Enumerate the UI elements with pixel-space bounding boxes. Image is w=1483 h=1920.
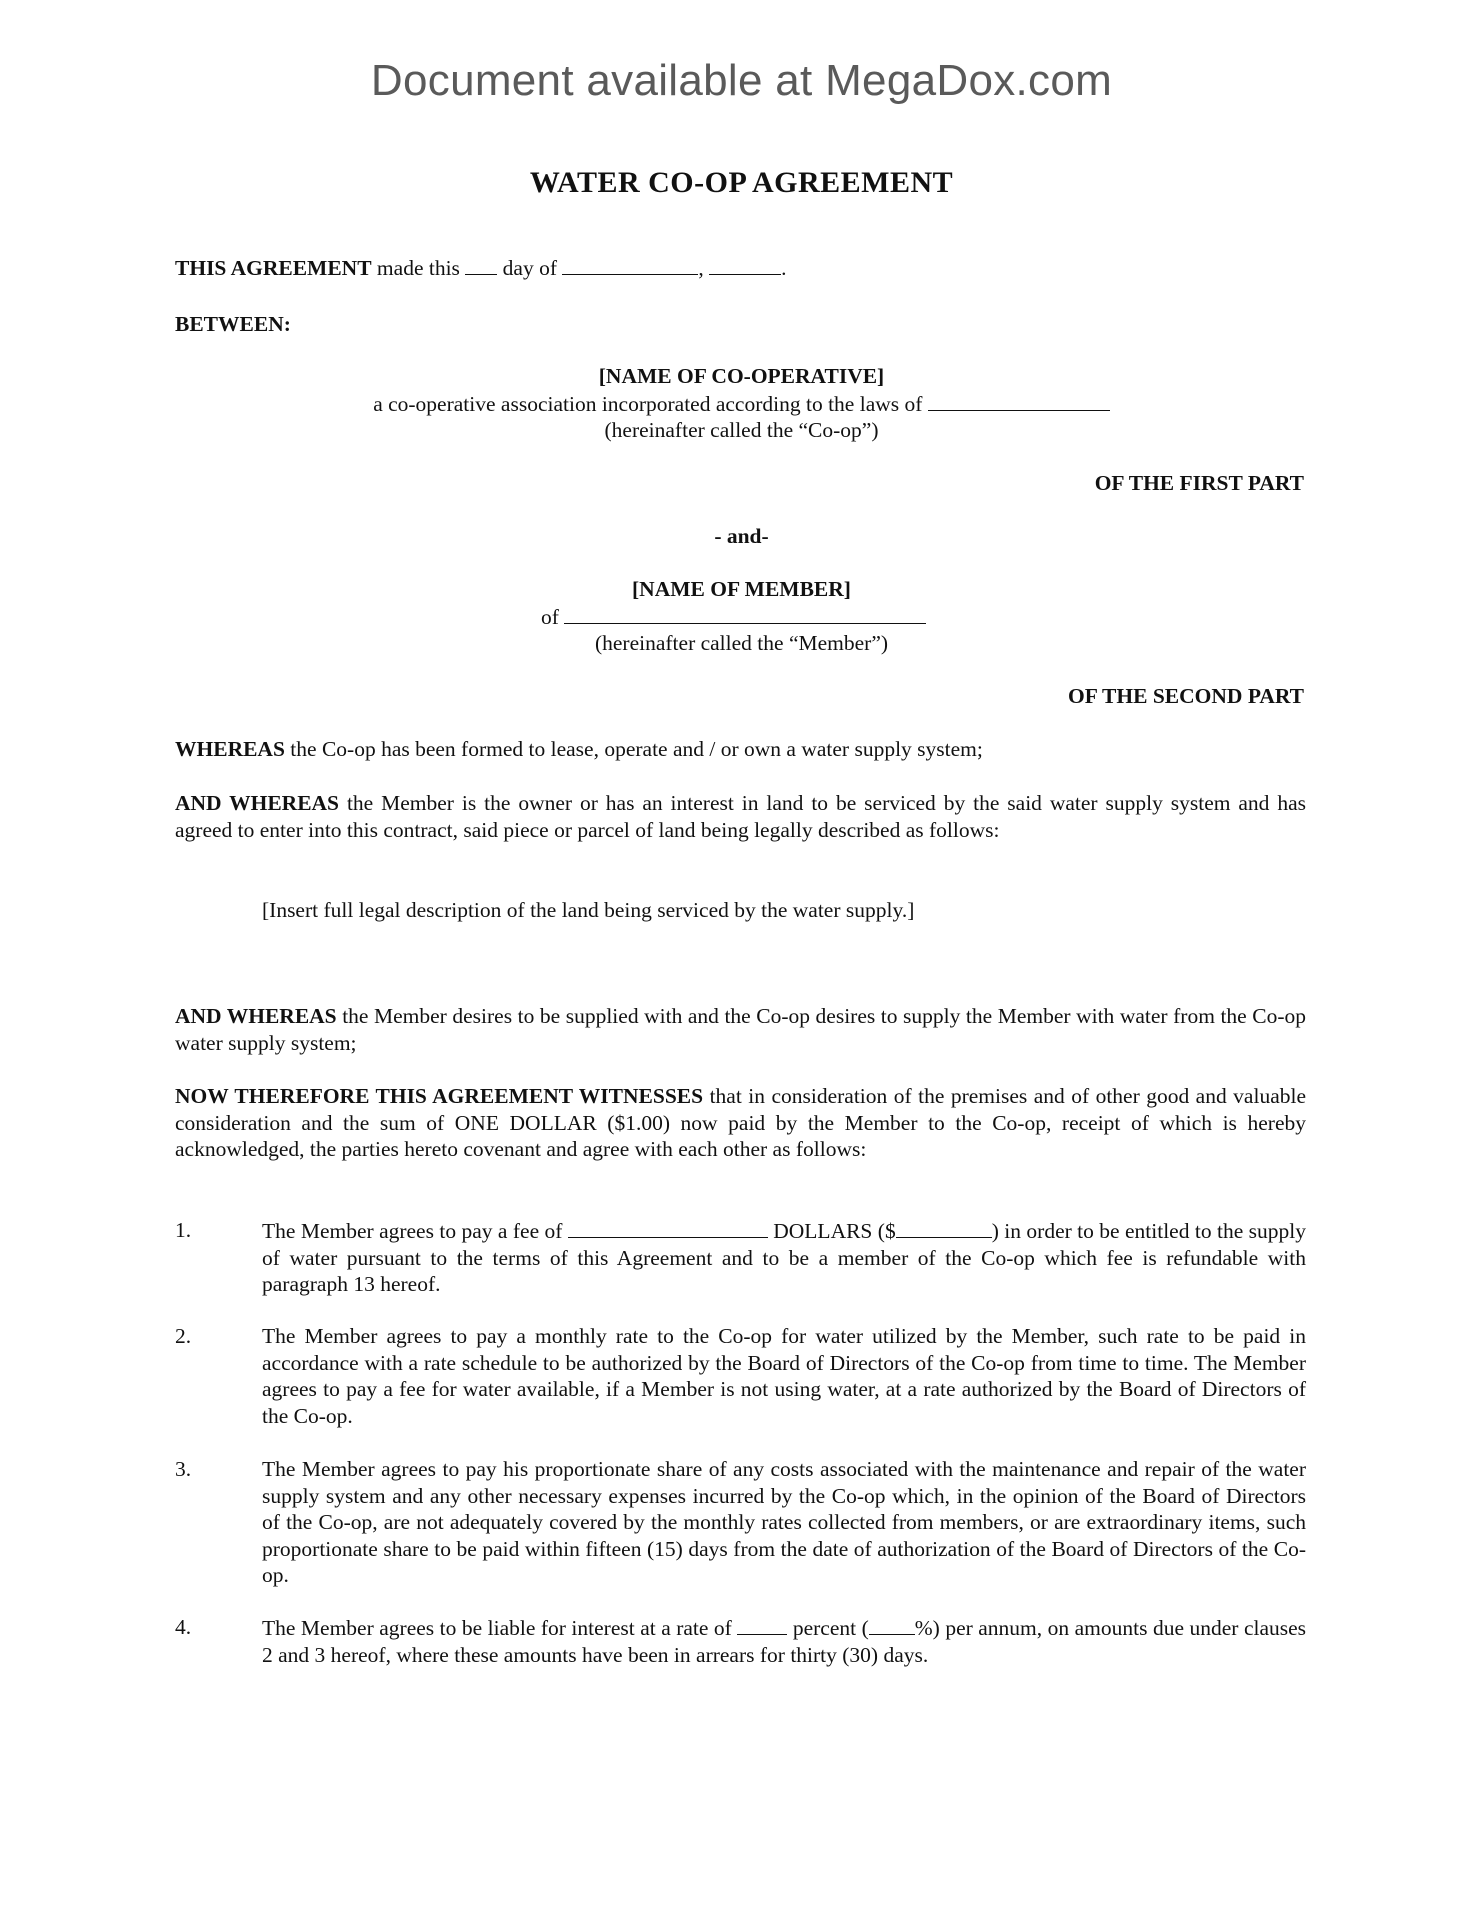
clause-4-part-a: The Member agrees to be liable for interest at a rate of xyxy=(262,1616,732,1640)
intro-made-this: made this xyxy=(376,256,460,280)
whereas-3-text: the Member desires to be supplied with and the Co-op desires to supply the Member with water from the Co-op water supply system; xyxy=(175,1004,1307,1055)
clause-number: 1. xyxy=(175,1218,192,1242)
whereas-paragraph-2 xyxy=(175,790,1306,843)
jurisdiction-blank[interactable] xyxy=(928,390,1110,411)
second-party-called: (hereinafter called the “Member”) xyxy=(594,631,889,655)
clause-2-text: The Member agrees to pay a monthly rate to the Co-op for water utilized by the Member, such rate to be paid in accordance with a rate schedule to be authorized by the Board of Directors of the Co-op from time to time. The Member agrees to pay a fee for water available, if a Member is not using water, at a rate authorized by the Board of Directors of the Co-op. xyxy=(262,1324,1306,1428)
witnesses-paragraph xyxy=(175,1083,1306,1163)
clause-number: 4. xyxy=(175,1615,192,1639)
clause-1-part-b: DOLLARS ($ xyxy=(773,1219,896,1243)
whereas-paragraph-3 xyxy=(175,1003,1306,1056)
month-blank[interactable] xyxy=(562,254,698,275)
whereas-1-lead: WHEREAS xyxy=(175,737,285,761)
second-party-called-wrap xyxy=(0,630,1483,657)
intro-day-of: day of xyxy=(502,256,557,280)
clause-1-text xyxy=(262,1217,1306,1298)
day-blank[interactable] xyxy=(465,254,497,275)
fee-words-blank[interactable] xyxy=(568,1217,768,1238)
member-of-label: of xyxy=(541,605,559,629)
clause-1-part-a: The Member agrees to pay a fee of xyxy=(262,1219,563,1243)
member-address-blank[interactable] xyxy=(564,603,926,624)
and-separator: - and- xyxy=(714,524,769,548)
first-party-called: (hereinafter called the “Co-op”) xyxy=(604,418,879,442)
year-blank[interactable] xyxy=(709,254,781,275)
whereas-2-lead: AND WHEREAS xyxy=(175,791,340,815)
legal-description-placeholder: [Insert full legal description of the land being serviced by the water supply.] xyxy=(262,898,915,922)
clause-3-text: The Member agrees to pay his proportionate share of any costs associated with the maintenance and repair of the water supply system and any other necessary expenses incurred by the Co-op which, in the opinion of the Board of Directors of the Co-op, are not adequately covered by the monthly rates collected from members, or are extraordinary items, such proportionate share to be paid within fifteen (15) days from the date of authorization of the Board of Directors of the Co-op. xyxy=(262,1457,1306,1587)
clause-4-text xyxy=(262,1614,1306,1668)
first-part-label: OF THE FIRST PART xyxy=(1094,471,1304,495)
whereas-2-text: the Member is the owner or has an interest in land to be serviced by the said water supply system and has agreed to enter into this contract, said piece or parcel of land being legally described as follows: xyxy=(175,791,1307,842)
first-party-name: [NAME OF CO-OPERATIVE] xyxy=(598,364,885,388)
member-address-line xyxy=(541,603,926,631)
witnesses-lead: NOW THEREFORE THIS AGREEMENT WITNESSES xyxy=(175,1084,704,1108)
clause-4-part-c: %) per annum, on amounts due under clauses 2 and 3 hereof, where these amounts have been in arrears for thirty (30) days. xyxy=(262,1616,1307,1667)
document-title: WATER CO-OP AGREEMENT xyxy=(529,166,954,199)
second-party-name xyxy=(0,576,1483,603)
clause-4-part-b: percent ( xyxy=(792,1616,869,1640)
interest-rate-blank[interactable] xyxy=(869,1614,915,1635)
clause-number: 2. xyxy=(175,1324,192,1348)
interest-rate-words-blank[interactable] xyxy=(737,1614,787,1635)
first-party-description-line xyxy=(0,390,1483,418)
fee-amount-blank[interactable] xyxy=(896,1217,992,1238)
witnesses-text: that in consideration of the premises and of other good and valuable consideration and the sum of ONE DOLLAR ($1.00) now paid by the Member to the Co-op, receipt of which is hereby acknowledged, the parties hereto covenant and agree with each other as follows: xyxy=(175,1084,1307,1161)
intro-line: THIS AGREEMENT made this day of , . xyxy=(175,256,787,280)
clause-number: 3. xyxy=(175,1457,192,1481)
second-part-label: OF THE SECOND PART xyxy=(1068,684,1304,708)
member-name: [NAME OF MEMBER] xyxy=(632,577,851,601)
clause-1-part-c: ) in order to be entitled to the supply of water pursuant to the terms of this Agreement and to be a member of the Co-op which fee is refundable with paragraph 13 hereof. xyxy=(262,1219,1306,1296)
watermark-text: Document available at MegaDox.com xyxy=(370,56,1113,105)
whereas-paragraph-1 xyxy=(175,736,1306,763)
whereas-3-lead: AND WHEREAS xyxy=(175,1004,337,1028)
first-party-description: a co-operative association incorporated according to the laws of xyxy=(373,391,923,416)
first-party-block xyxy=(0,363,1483,444)
whereas-1-text: the Co-op has been formed to lease, operate and / or own a water supply system; xyxy=(290,737,983,761)
between-heading: BETWEEN: xyxy=(175,312,291,336)
intro-lead: THIS AGREEMENT xyxy=(175,256,372,280)
